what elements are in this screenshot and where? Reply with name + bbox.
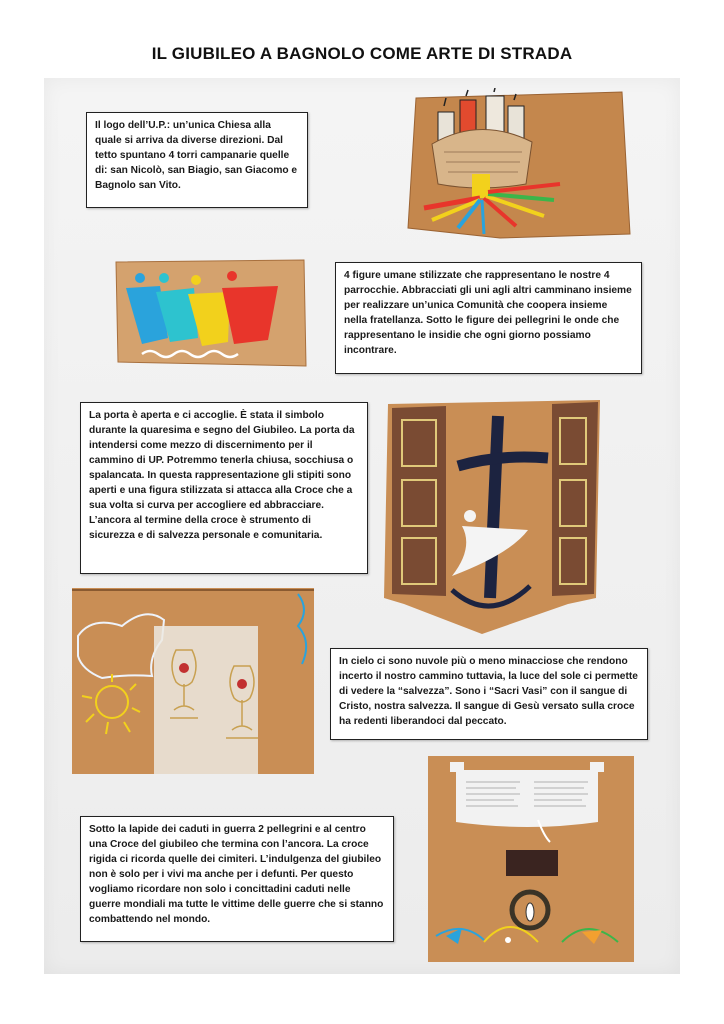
caption-war-memorial-text: Sotto la lapide dei caduti in guerra 2 pellegrini e al centro una Croce del giubileo che termina con l’ancora. La croce rigida ci ricorda quelle dei cimiteri. L’indulgenza del giubileo non è solo per i vivi ma anche per i defunti. Per questo vogliamo ricordare non solo i concittadini caduti nelle guerre mondiali ma tutte le vittime delle guerre che si stanno combattendo nel mondo. xyxy=(89,824,384,925)
caption-open-door-text: La porta è aperta e ci accoglie. È stata il simbolo durante la quaresima e segno del Giubileo. La porta da intendersi come mezzo di discernimento per il cammino di UP. Potremmo tenerla chiusa, socchiusa o spalancata. In questa rappresentazione gli stipiti sono aperti e una figura stilizzata si attacca alla Croce che a sua volta si curva per accogliere ed abbracciare. L’ancora al termine della croce è strumento di sicurezza e di salvezza personale e comunitaria. xyxy=(89,410,355,541)
artwork-church-logo xyxy=(404,88,636,240)
caption-four-figures xyxy=(335,262,642,374)
artwork-sacred-vessels xyxy=(72,586,316,776)
caption-open-door xyxy=(80,402,368,574)
caption-sacred-vessels xyxy=(330,648,648,740)
caption-war-memorial xyxy=(80,816,394,942)
artwork-four-figures xyxy=(112,258,308,370)
artwork-war-memorial xyxy=(428,756,636,964)
caption-sacred-vessels-text: In cielo ci sono nuvole più o meno minacciose che rendono incerto il nostro cammino tuttavia, la luce del sole ci permette di vedere la “salvezza”. Sono i “Sacri Vasi” con il sangue di Cristo, nostra salvezza. Il sangue di Gesù versato sulla croce ha redenti liberandoci dal peccato. xyxy=(339,656,638,727)
caption-logo-up-text: Il logo dell’U.P.: un’unica Chiesa alla quale si arriva da diverse direzioni. Dal tetto spuntano 4 torri campanarie quelle di: san Nicolò, san Biagio, san Giacomo e Bagnolo san Vito. xyxy=(95,120,298,191)
page-title: IL GIUBILEO A BAGNOLO COME ARTE DI STRADA xyxy=(151,44,573,63)
caption-logo-up xyxy=(86,112,308,208)
caption-four-figures-text: 4 figure umane stilizzate che rappresentano le nostre 4 parrocchie. Abbracciati gli uni agli altri camminano insieme per realizzare un’unica Comunità che coopera insieme nella fratellanza. Sotto le figure dei pellegrini le onde che rappresentano le insidie che ogni giorno possiamo incontrare. xyxy=(344,270,632,356)
artwork-open-door-cross xyxy=(382,398,604,638)
